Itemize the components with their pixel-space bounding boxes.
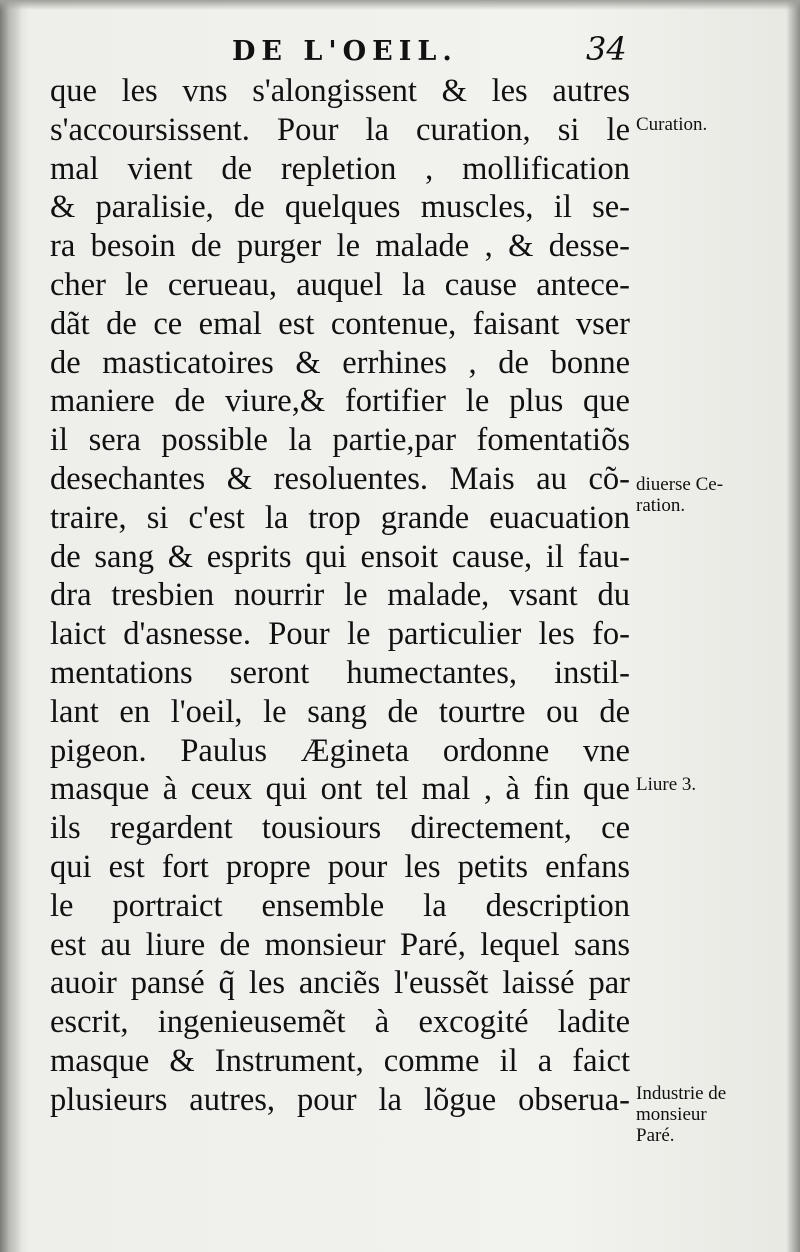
page-edge-shadow: [786, 0, 800, 1252]
text-line: plusieurs autres, pour la lõgue obserua-: [50, 1081, 630, 1118]
margin-note-line: Liure 3.: [636, 774, 697, 795]
text-line: dra tresbien nourrir le malade, vsant du: [50, 577, 630, 614]
text-line: qui est fort propre pour les petits enfans: [50, 848, 630, 885]
text-line: s'accoursissent. Pour la curation, si le: [50, 111, 630, 148]
body-text: [50, 72, 630, 1120]
text-line: masque à ceux qui ont tel mal , à fin que: [50, 771, 630, 808]
margin-note-line: Paré.: [636, 1125, 675, 1146]
text-line: de masticatoires & errhines , de bonne: [50, 344, 630, 381]
text-line: traire, si c'est la trop grande euacuation: [50, 499, 630, 536]
text-line: desechantes & resoluentes. Mais au cõ-: [50, 460, 630, 497]
text-line: maniere de viure,& fortifier le plus que: [50, 383, 630, 420]
text-line: le portraict ensemble la description: [50, 887, 630, 924]
text-line: lant en l'oeil, le sang de tourtre ou de: [50, 693, 630, 730]
text-line: escrit, ingenieusemẽt à excogité ladite: [50, 1004, 630, 1041]
margin-note-curation: [636, 114, 707, 135]
text-line: ils regardent tousiours directement, ce: [50, 810, 630, 847]
text-line: mentations seront humectantes, instil-: [50, 654, 630, 691]
text-line: cher le cerueau, auquel la cause antece-: [50, 266, 630, 303]
text-line: ra besoin de purger le malade , & desse-: [50, 228, 630, 265]
margin-note-line: ration.: [636, 495, 686, 516]
text-line: mal vient de repletion , mollification: [50, 150, 630, 187]
text-line: de sang & esprits qui ensoit cause, il fau-: [50, 538, 630, 575]
margin-note-line: monsieur: [636, 1104, 707, 1125]
page-gutter-shadow: [0, 0, 22, 1252]
margin-note-diuerse-ceration: [636, 474, 723, 516]
text-line: dãt de ce emal est contenue, faisant vser: [50, 305, 630, 342]
margin-note-industrie: [636, 1083, 726, 1146]
running-head: DE L'OEIL.: [232, 36, 458, 67]
margin-note-line: Industrie de: [636, 1083, 727, 1104]
text-line: que les vns s'alongissent & les autres: [50, 73, 630, 109]
text-line: masque & Instrument, comme il a faict: [50, 1042, 630, 1079]
text-line: est au liure de monsieur Paré, lequel sans: [50, 926, 630, 963]
page-top-shadow: [0, 0, 800, 10]
margin-note-line: diuerse Ce-: [636, 474, 724, 495]
text-line: auoir pansé q̃ les anciẽs l'eussẽt laissé par: [50, 965, 630, 1002]
text-line: & paralisie, de quelques muscles, il se-: [50, 189, 630, 226]
text-line: il sera possible la partie,par fomentatiõs: [50, 422, 630, 459]
text-line: pigeon. Paulus Ægineta ordonne vne: [50, 732, 630, 769]
margin-note-liure: [636, 774, 696, 795]
text-line: laict d'asnesse. Pour le particulier les fo-: [50, 616, 630, 653]
margin-note-line: Curation.: [636, 114, 708, 135]
page-number: 34: [586, 30, 627, 68]
